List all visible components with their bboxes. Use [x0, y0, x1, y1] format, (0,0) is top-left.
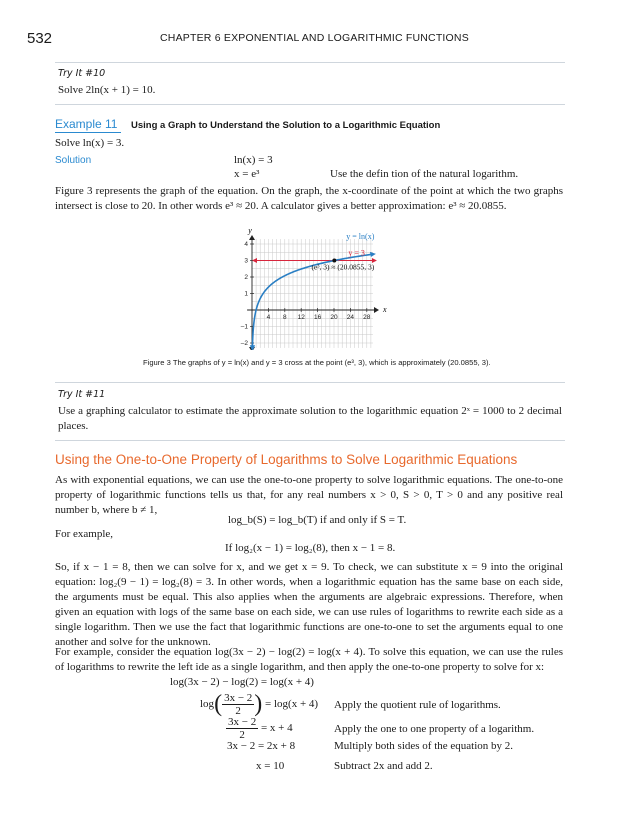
- divider: [55, 440, 565, 441]
- step-note: Apply the quotient rule of logarithms.: [334, 699, 501, 711]
- step-equation: x = 10: [256, 760, 285, 772]
- x-tick-label: 16: [313, 314, 322, 321]
- step-equation: $\frac{3x - 2}{2}$ = x + 4: [228, 716, 293, 741]
- x-tick-label: 24: [346, 314, 355, 321]
- y-tick-label: 1: [244, 290, 248, 298]
- for-example: For example,: [55, 528, 114, 540]
- try-it-prompt: Solve 2ln(x + 1) = 10.: [58, 84, 156, 96]
- x-tick-label: 20: [330, 314, 338, 321]
- section-paragraph: For example, consider the equation log(3x − 2) − log(2) = log(x + 4). To solve this equation, we can use the rules of logarithms to rewrite the left ide as a single logarithm, and then apply the one-to-one property to solve for x:: [55, 646, 563, 673]
- example-equation: If log₂(x − 1) = log₂(8), then x − 1 = 8.: [225, 542, 396, 554]
- y-axis-label: y: [248, 226, 252, 236]
- chapter-title: EXPONENTIAL AND LOGARITHMIC FUNCTIONS: [223, 32, 469, 44]
- step-note: Apply the one to one property of a logarithm.: [334, 723, 535, 735]
- x-axis-label: x: [383, 305, 387, 314]
- x-tick-label: 28: [363, 314, 371, 321]
- figure-caption: Figure 3 The graphs of y = ln(x) and y = 3 cross at the point (e³, 3), which is approximately (20.0855, 3).: [143, 358, 491, 367]
- y-axis-arrow: [249, 235, 255, 240]
- y-tick-label: 3: [244, 257, 248, 265]
- chapter-heading: [160, 32, 469, 44]
- series-label-y-equals-3: y = 3: [348, 248, 365, 258]
- step-note: Subtract 2x and add 2.: [334, 760, 433, 772]
- page-number: 532: [27, 30, 53, 47]
- solution-step-1: ln(x) = 3: [234, 154, 273, 166]
- section-paragraph: So, if x − 1 = 8, then we can solve for x, and we get x = 9. To check, we can substitute x = 9 into the original equation: log₂(9 − 1) = log₂(8) = 3. In other words, when a logarithmic equation has the same base on each side, the arguments must be equal. This also applies when the arguments are algebraic expressions. Therefore, when given an equation with logs of the same base on each side, we can use rules of logarithms to rewrite each side as a single logarithm. Then we use the fact that logarithmic functions are one-to-one to set the arguments equal to one another and solve for the unknown.: [55, 561, 563, 648]
- intersection-label: (e³, 3) ≈ (20.0855, 3): [311, 262, 375, 272]
- series-arrow: [370, 252, 376, 257]
- divider: [55, 62, 565, 63]
- solution-step-2-note: Use the defin tion of the natural logarithm.: [330, 168, 519, 180]
- try-it-text: Use a graphing calculator to estimate the approximate solution to the logarithmic equation 2ˣ = 1000 to 2 decimal places.: [58, 405, 562, 432]
- try-it-label: Try It #10: [58, 68, 106, 79]
- example-label: Example 11: [55, 117, 121, 133]
- y-tick-label: –2: [240, 340, 248, 348]
- try-it-label: Try It #11: [58, 389, 106, 400]
- solution-step-2: x = e³: [234, 168, 260, 180]
- one-to-one-property: log_b(S) = log_b(T) if and only if S = T.: [228, 514, 407, 526]
- series-label-ln-x: y = ln(x): [346, 232, 375, 242]
- step-equation: log( $\frac{3x - 2}{2}$ ) = log(x + 4): [200, 691, 319, 717]
- divider: [55, 104, 565, 105]
- divider: [55, 382, 565, 383]
- x-axis-arrow: [374, 307, 379, 313]
- x-tick-label: 12: [297, 314, 305, 321]
- figure-paragraph: Figure 3 represents the graph of the equation. On the graph, the x-coordinate of the point at which the two graphs intersect is close to 20. In other words e³ ≈ 20. A calculator gives a better approximation: e³ ≈ 20.0855.: [55, 185, 563, 212]
- step-equation: log(3x − 2) − log(2) = log(x + 4): [170, 676, 314, 688]
- example-problem: Solve ln(x) = 3.: [55, 137, 125, 149]
- step-note: Multiply both sides of the equation by 2.: [334, 740, 514, 752]
- x-tick-label: 4: [266, 314, 271, 321]
- series-arrow: [252, 258, 257, 263]
- solution-label: Solution: [55, 155, 92, 166]
- y-tick-label: 4: [244, 241, 248, 249]
- y-tick-label: –1: [240, 323, 248, 331]
- section-paragraph: As with exponential equations, we can use the one-to-one property to solve logarithmic equations. The one-to-one property of logarithmic functions tells us that, for any real numbers x > 0, S > 0, T > 0 and any positive real number b, where b ≠ 1,: [55, 474, 563, 516]
- section-title: Using the One-to-One Property of Logarithms to Solve Logarithmic Equations: [55, 452, 518, 467]
- example-title: Using a Graph to Understand the Solution to a Logarithmic Equation: [131, 120, 441, 131]
- x-tick-label: 8: [282, 314, 287, 321]
- y-tick-label: 2: [244, 274, 248, 282]
- step-equation: 3x − 2 = 2x + 8: [227, 740, 296, 752]
- chapter-label: CHAPTER 6: [160, 32, 221, 44]
- logarithm-graph: [220, 215, 420, 350]
